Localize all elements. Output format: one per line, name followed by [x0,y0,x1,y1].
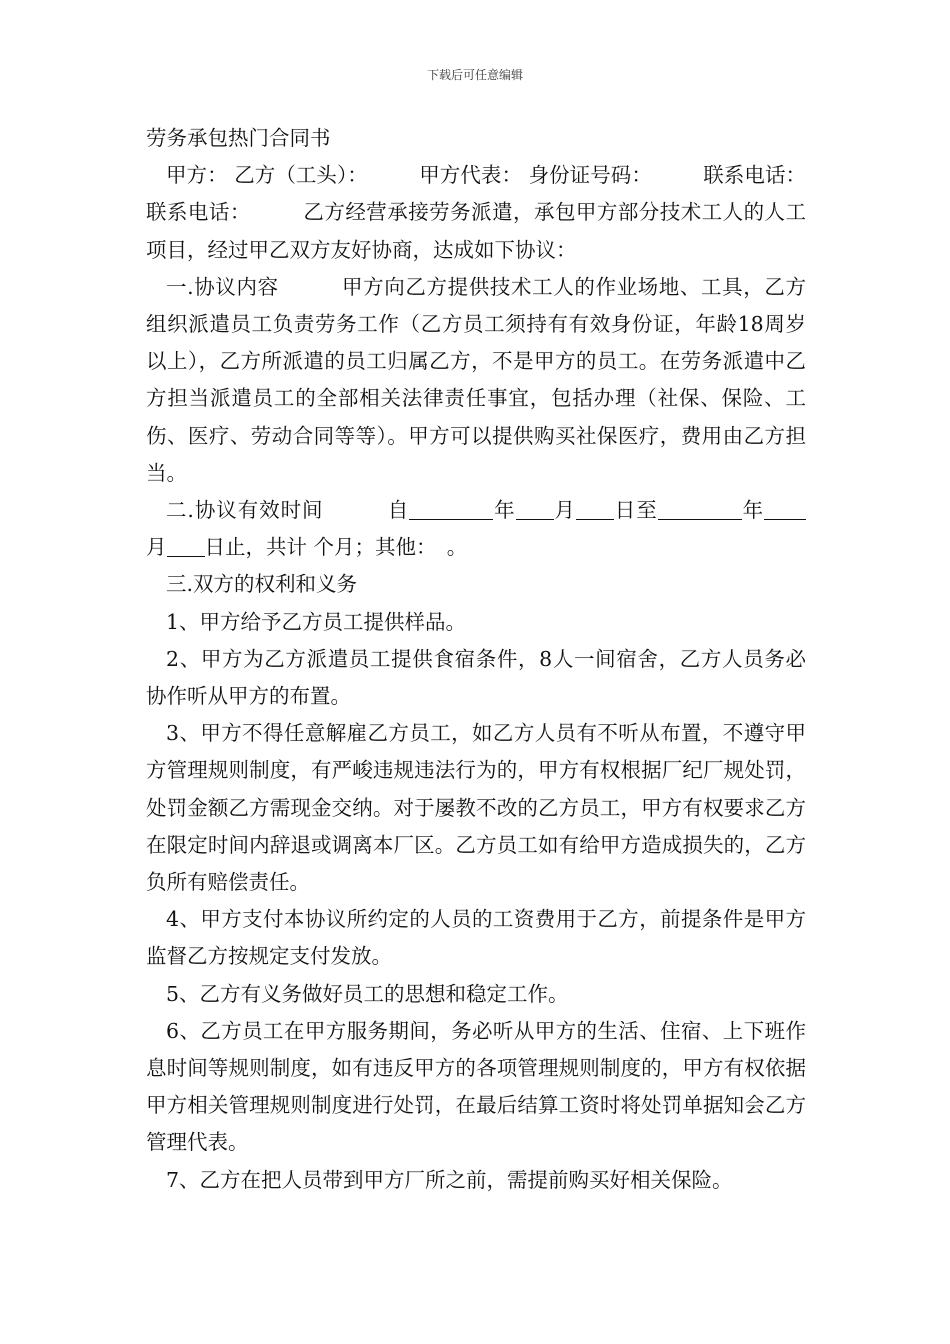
end-year-blank [658,497,742,520]
section-1-paragraph: 一.协议内容 甲方向乙方提供技术工人的作业场地、工具，乙方组织派遣员工负责劳务工作（乙方员工须持有有效身份证，年龄18周岁以上），乙方所派遣的员工归属乙方，不是甲方的员工。在劳务派遣中乙方担当派遣员工的全部相关法律责任事宜，包括办理（社保、保险、工伤、医疗、劳动合同等等）。甲方可以提供购买社保医疗，费用由乙方担当。 [146,274,806,485]
end-month-label: 月 [146,535,167,560]
end-month-blank-part1 [764,497,794,520]
end-year-label: 年 [741,498,764,523]
section-3-title: 三.双方的权利和义务 [166,572,358,597]
end-month-blank-part2 [794,497,806,520]
start-month-blank [516,497,554,520]
start-year-blank [409,497,493,520]
clause-6: 6、乙方员工在甲方服务期间，务必听从甲方的生活、住宿、上下班作息时间等规则制度，如有违反甲方的各项管理规则制度的，甲方有权依据甲方相关管理规则制度进行处罚，在最后结算工资时将处罚单据知会乙方管理代表。 [146,1018,806,1155]
start-day-blank [576,497,614,520]
clause-3: 3、甲方不得任意解雇乙方员工，如乙方人员有不听从布置，不遵守甲方管理规则制度，有严峻违规违法行为的，甲方有权根据厂纪厂规处罚，处罚金额乙方需现金交纳。对于屡教不改的乙方员工，甲方有权要求乙方在限定时间内辞退或调离本厂区。乙方员工如有给甲方造成损失的，乙方负所有赔偿责任。 [146,721,806,895]
section-2-tail: 日止，共计 个月；其他： 。 [204,535,468,560]
clause-5: 5、乙方有义务做好员工的思想和稳定工作。 [166,981,569,1006]
section-2-paragraph [146,492,806,566]
contract-document [146,120,806,1199]
end-day-blank [167,534,205,557]
clause-4: 4、甲方支付本协议所约定的人员的工资费用于乙方，前提条件是甲方监督乙方按规定支付发放。 [146,907,806,969]
page-header-note: 下载后可任意编辑 [426,68,523,82]
start-day-label: 日至 [613,498,658,523]
start-year-label: 年 [493,498,516,523]
clause-1: 1、甲方给予乙方员工提供样品。 [166,609,467,634]
clause-2: 2、甲方为乙方派遣员工提供食宿条件，8人一间宿舍，乙方人员务必协作听从甲方的布置。 [146,646,806,709]
document-title: 劳务承包热门合同书 [146,126,331,150]
clause-7: 7、乙方在把人员带到甲方厂所之前，需提前购买好相关保险。 [166,1167,733,1192]
intro-paragraph: 甲方： 乙方（工头）： 甲方代表： 身份证号码： 联系电话： 联系电话： 乙方经营承接劳务派遣，承包甲方部分技术工人的人工项目，经过甲乙双方友好协商，达成如下协议： [146,163,806,262]
start-month-label: 月 [553,498,576,523]
section-2-label: 二.协议有效时间 自 [166,498,410,523]
